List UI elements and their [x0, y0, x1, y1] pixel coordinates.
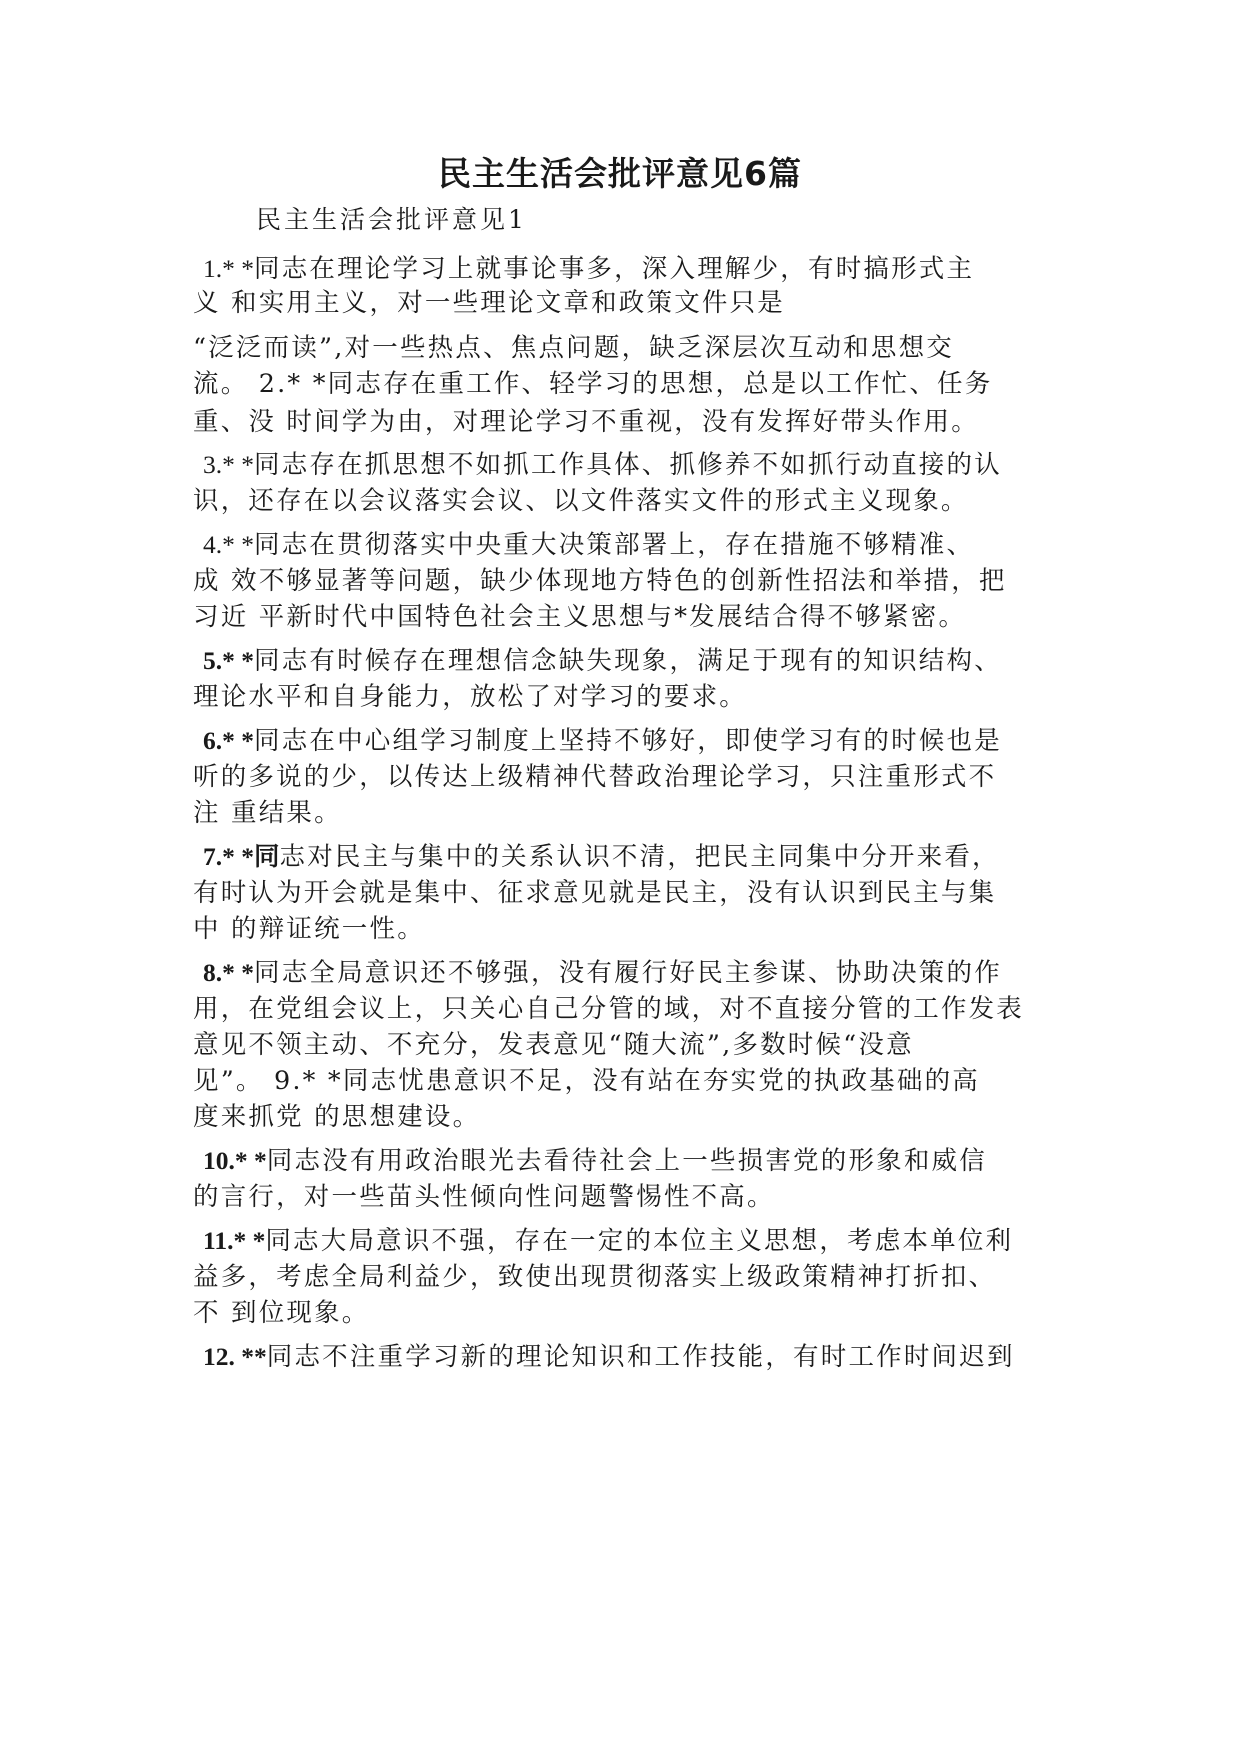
- item-text: 有时认为开会就是集中、征求意见就是民主，没有认识到民主与集: [193, 878, 997, 908]
- item-number: 12. **: [203, 1342, 267, 1371]
- item-number: 8.* *: [203, 958, 254, 987]
- item-continuation-line: [193, 484, 969, 518]
- item-continuation-line: [193, 680, 747, 714]
- item-text: 重、没 时间学为由，对理论学习不重视，没有发挥好带头作用。: [193, 407, 979, 437]
- item-text: 成 效不够显著等问题，缺少体现地方特色的创新性招法和举措，把: [193, 566, 1007, 596]
- item-text: 注 重结果。: [193, 798, 342, 828]
- item-text: 听的多说的少，以传达上级精神代替政治理论学习，只注重形式不: [193, 762, 997, 792]
- item-first-line: [203, 528, 974, 562]
- item-continuation-line: [193, 876, 996, 910]
- item-text: 中 的辩证统一性。: [193, 914, 425, 944]
- item-first-line: [203, 956, 1002, 990]
- item-text: 见”。 9.* *同志忧患意识不足，没有站在夯实党的执政基础的高: [193, 1066, 980, 1096]
- item-first-line: [203, 724, 1002, 758]
- item-first-line: [203, 1340, 1015, 1374]
- item-text: 不 到位现象。: [193, 1298, 370, 1328]
- item-continuation-line: [193, 1064, 980, 1098]
- item-number: 1.* *: [203, 254, 254, 283]
- item-text: 用，在党组会议上，只关心自己分管的域，对不直接分管的工作发表: [193, 994, 1025, 1024]
- item-continuation-line: [193, 796, 342, 830]
- item-text: 的言行，对一些苗头性倾向性问题警惕性不高。: [193, 1182, 775, 1212]
- item-continuation-line: [193, 367, 992, 401]
- item-continuation-line: [193, 912, 425, 946]
- item-text: 理论水平和自身能力，放松了对学习的要求。: [193, 682, 748, 712]
- item-number: 10.* *: [203, 1146, 267, 1175]
- document-subtitle: 民主生活会批评意见1: [256, 205, 527, 234]
- item-continuation-line: [193, 331, 954, 365]
- item-continuation-line: [193, 405, 979, 439]
- item-continuation-line: [193, 992, 1024, 1026]
- item-number: 3.* *: [203, 450, 254, 479]
- item-text: 同志在理论学习上就事论事多，深入理解少，有时搞形式主: [254, 254, 975, 284]
- item-number: 7.* *同: [203, 842, 280, 871]
- item-number: 4.* *: [203, 530, 254, 559]
- item-text: 度来抓党 的思想建设。: [193, 1102, 481, 1132]
- item-continuation-line: [193, 1028, 914, 1062]
- item-continuation-line: [193, 564, 1007, 598]
- item-continuation-line: [193, 286, 785, 320]
- item-first-line: [203, 448, 1002, 482]
- item-number: 5.* *: [203, 646, 254, 675]
- item-text: 习近 平新时代中国特色社会主义思想与*发展结合得不够紧密。: [193, 602, 967, 632]
- item-first-line: [203, 1224, 1013, 1258]
- document-title: 民主生活会批评意见6篇: [438, 154, 802, 193]
- item-number: 11.* *: [203, 1226, 266, 1255]
- item-continuation-line: [193, 600, 966, 634]
- item-text: 同志存在抓思想不如抓工作具体、抓修养不如抓行动直接的认: [254, 450, 1002, 480]
- item-text: 同志在贯彻落实中央重大决策部署上，存在措施不够精准、: [254, 530, 975, 560]
- item-continuation-line: [193, 1296, 370, 1330]
- item-first-line: [203, 1144, 987, 1178]
- item-continuation-line: [193, 760, 996, 794]
- item-text: 同志有时候存在理想信念缺失现象，满足于现有的知识结构、: [254, 646, 1002, 676]
- item-text: “泛泛而读”,对一些热点、焦点问题，缺乏深层次互动和思想交: [193, 333, 954, 363]
- item-text: 意见不领主动、不充分，发表意见“随大流”,多数时候“没意: [193, 1030, 914, 1060]
- item-text: 益多，考虑全局利益少，致使出现贯彻落实上级政策精神打折扣、: [193, 1262, 997, 1292]
- item-text: 志对民主与集中的关系认识不清，把民主同集中分开来看，: [279, 842, 1000, 872]
- item-text: 同志不注重学习新的理论知识和工作技能，有时工作时间迟到: [266, 1342, 1015, 1372]
- item-text: 同志没有用政治眼光去看待社会上一些损害党的形象和威信: [266, 1146, 987, 1176]
- item-text: 识，还存在以会议落实会议、以文件落实文件的形式主义现象。: [193, 486, 969, 516]
- item-text: 同志全局意识还不够强，没有履行好民主参谋、协助决策的作: [254, 958, 1002, 988]
- item-text: 义 和实用主义，对一些理论文章和政策文件只是: [193, 288, 786, 318]
- item-text: 同志大局意识不强，存在一定的本位主义思想，考虑本单位利: [265, 1226, 1014, 1256]
- item-first-line: [203, 252, 974, 286]
- item-text: 流。 2.* *同志存在重工作、轻学习的思想，总是以工作忙、任务: [193, 369, 993, 399]
- item-first-line: [203, 644, 1002, 678]
- item-text: 同志在中心组学习制度上坚持不够好，即使学习有的时候也是: [254, 726, 1002, 756]
- item-continuation-line: [193, 1180, 775, 1214]
- item-continuation-line: [193, 1260, 996, 1294]
- item-continuation-line: [193, 1100, 480, 1134]
- item-number: 6.* *: [203, 726, 254, 755]
- item-first-line: [203, 840, 1000, 874]
